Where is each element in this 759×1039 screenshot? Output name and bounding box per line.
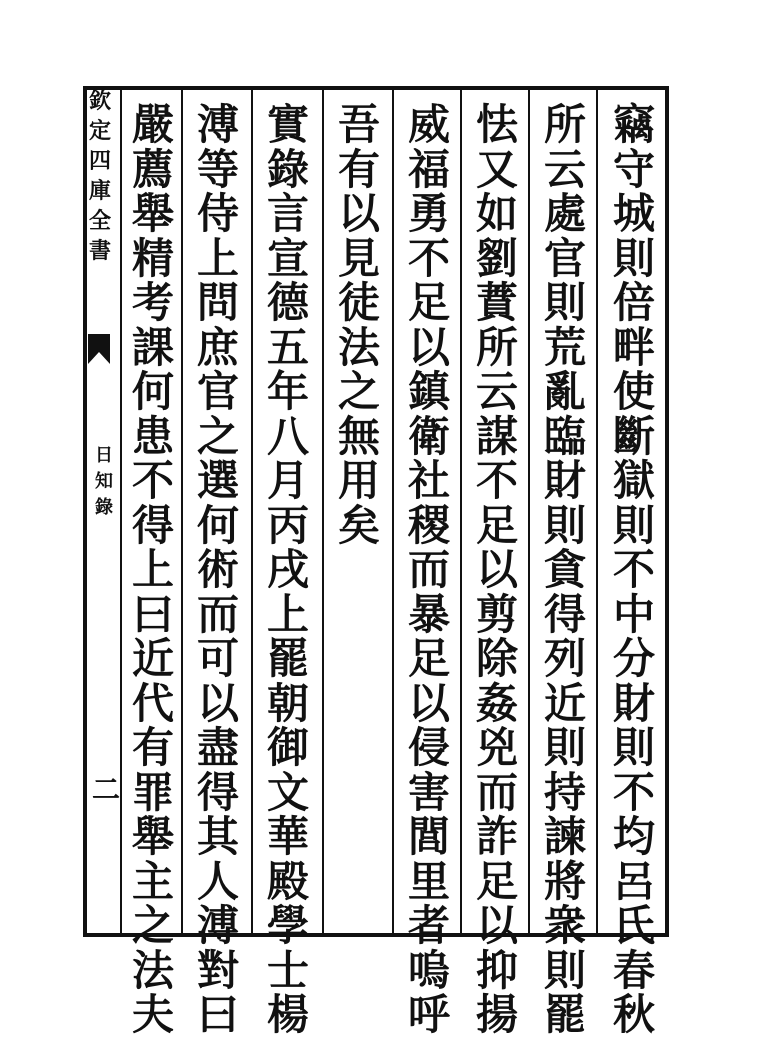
glyph: 如 bbox=[475, 189, 518, 238]
glyph: 舉 bbox=[131, 189, 174, 238]
glyph: 而 bbox=[475, 767, 518, 817]
glyph: 之 bbox=[337, 367, 380, 416]
glyph: 鎮 bbox=[407, 367, 450, 416]
glyph: 言 bbox=[266, 189, 309, 238]
glyph: 兇 bbox=[475, 723, 518, 772]
glyph: 有 bbox=[337, 144, 380, 194]
glyph: 除 bbox=[475, 634, 518, 683]
glyph: 得 bbox=[131, 500, 174, 550]
glyph: 上 bbox=[266, 589, 309, 639]
glyph: 官 bbox=[543, 233, 586, 283]
glyph: 無 bbox=[337, 411, 380, 461]
glyph: 害 bbox=[407, 767, 450, 817]
glyph: 則 bbox=[543, 945, 586, 995]
glyph: 不 bbox=[475, 456, 518, 505]
glyph: 考 bbox=[131, 278, 174, 327]
glyph: 足 bbox=[407, 634, 450, 683]
glyph: 精 bbox=[131, 233, 174, 283]
glyph: 城 bbox=[612, 189, 655, 238]
glyph: 所 bbox=[475, 322, 518, 372]
glyph: 閭 bbox=[407, 812, 450, 861]
glyph: 則 bbox=[612, 500, 655, 550]
glyph: 又 bbox=[475, 144, 518, 194]
glyph: 庫 bbox=[88, 178, 111, 204]
glyph: 舉 bbox=[131, 812, 174, 861]
text-column-5 bbox=[334, 100, 384, 550]
glyph: 士 bbox=[266, 945, 309, 995]
glyph: 則 bbox=[612, 723, 655, 772]
glyph: 以 bbox=[407, 678, 450, 728]
glyph: 五 bbox=[266, 322, 309, 372]
glyph: 罷 bbox=[266, 634, 309, 683]
glyph: 足 bbox=[475, 500, 518, 550]
glyph: 何 bbox=[196, 500, 239, 550]
glyph: 衆 bbox=[543, 901, 586, 950]
glyph: 之 bbox=[196, 411, 239, 461]
column-rule bbox=[528, 86, 530, 937]
glyph: 年 bbox=[266, 367, 309, 416]
text-column-7 bbox=[193, 100, 243, 1039]
glyph: 詐 bbox=[475, 812, 518, 861]
glyph: 對 bbox=[196, 945, 239, 995]
glyph: 曰 bbox=[131, 589, 174, 639]
glyph: 文 bbox=[266, 767, 309, 817]
glyph: 選 bbox=[196, 456, 239, 505]
glyph: 戌 bbox=[266, 545, 309, 594]
glyph: 主 bbox=[131, 856, 174, 906]
glyph: 罷 bbox=[543, 990, 586, 1039]
collection-title bbox=[88, 90, 112, 270]
glyph: 財 bbox=[612, 678, 655, 728]
glyph: 法 bbox=[131, 945, 174, 995]
text-column-8 bbox=[128, 100, 178, 1039]
glyph: 用 bbox=[337, 456, 380, 505]
glyph: 氏 bbox=[612, 901, 655, 950]
glyph: 有 bbox=[131, 723, 174, 772]
glyph: 財 bbox=[543, 456, 586, 505]
glyph: 欽 bbox=[88, 88, 111, 114]
glyph: 上 bbox=[131, 545, 174, 594]
glyph: 蕡 bbox=[475, 278, 518, 327]
glyph: 薦 bbox=[131, 144, 174, 194]
glyph: 怯 bbox=[475, 100, 518, 149]
column-rule bbox=[596, 86, 598, 937]
glyph: 諫 bbox=[543, 812, 586, 861]
glyph: 盡 bbox=[196, 723, 239, 772]
glyph: 勇 bbox=[407, 189, 450, 238]
glyph: 侵 bbox=[407, 723, 450, 772]
glyph: 春 bbox=[612, 945, 655, 995]
glyph: 秋 bbox=[612, 990, 655, 1039]
glyph: 不 bbox=[407, 233, 450, 283]
gutter-rule bbox=[120, 86, 122, 937]
glyph: 定 bbox=[88, 118, 111, 144]
glyph: 得 bbox=[196, 767, 239, 817]
glyph: 四 bbox=[88, 148, 111, 174]
glyph: 衛 bbox=[407, 411, 450, 461]
glyph: 則 bbox=[543, 723, 586, 772]
glyph: 代 bbox=[131, 678, 174, 728]
glyph: 持 bbox=[543, 767, 586, 817]
glyph: 中 bbox=[612, 589, 655, 639]
glyph: 列 bbox=[543, 634, 586, 683]
glyph: 等 bbox=[196, 144, 239, 194]
glyph: 溥 bbox=[196, 901, 239, 950]
glyph: 上 bbox=[196, 233, 239, 283]
glyph: 日 bbox=[95, 445, 113, 466]
glyph: 殿 bbox=[266, 856, 309, 906]
glyph: 錄 bbox=[95, 497, 113, 518]
glyph: 矣 bbox=[337, 500, 380, 550]
glyph: 患 bbox=[131, 411, 174, 461]
column-rule bbox=[392, 86, 394, 937]
glyph: 以 bbox=[475, 901, 518, 950]
glyph: 朝 bbox=[266, 678, 309, 728]
glyph: 何 bbox=[131, 367, 174, 416]
glyph: 不 bbox=[131, 456, 174, 505]
page-number: 二 bbox=[92, 773, 121, 806]
glyph: 楊 bbox=[266, 990, 309, 1039]
glyph: 庶 bbox=[196, 322, 239, 372]
glyph: 之 bbox=[131, 901, 174, 950]
glyph: 德 bbox=[266, 278, 309, 327]
glyph: 近 bbox=[131, 634, 174, 683]
glyph: 竊 bbox=[612, 100, 655, 149]
glyph: 問 bbox=[196, 278, 239, 327]
glyph: 處 bbox=[543, 189, 586, 238]
glyph: 則 bbox=[612, 233, 655, 283]
glyph: 官 bbox=[196, 367, 239, 416]
glyph: 徒 bbox=[337, 278, 380, 327]
glyph: 福 bbox=[407, 144, 450, 194]
glyph: 吾 bbox=[337, 100, 380, 149]
glyph: 分 bbox=[612, 634, 655, 683]
column-rule bbox=[181, 86, 183, 937]
glyph: 謀 bbox=[475, 411, 518, 461]
glyph: 者 bbox=[407, 901, 450, 950]
glyph: 全 bbox=[88, 208, 111, 234]
glyph: 錄 bbox=[266, 144, 309, 194]
glyph: 暴 bbox=[407, 589, 450, 639]
glyph: 以 bbox=[475, 545, 518, 594]
glyph: 將 bbox=[543, 856, 586, 906]
glyph: 御 bbox=[266, 723, 309, 772]
glyph: 八 bbox=[266, 411, 309, 461]
glyph: 罪 bbox=[131, 767, 174, 817]
column-rule bbox=[251, 86, 253, 937]
text-column-2 bbox=[540, 100, 590, 1039]
glyph: 以 bbox=[337, 189, 380, 238]
column-rule bbox=[460, 86, 462, 937]
glyph: 實 bbox=[266, 100, 309, 149]
glyph: 云 bbox=[475, 367, 518, 416]
glyph: 足 bbox=[407, 278, 450, 327]
glyph: 呼 bbox=[407, 990, 450, 1039]
glyph: 嚴 bbox=[131, 100, 174, 149]
glyph: 以 bbox=[196, 678, 239, 728]
glyph: 知 bbox=[95, 471, 113, 492]
glyph: 可 bbox=[196, 634, 239, 683]
glyph: 曰 bbox=[196, 990, 239, 1039]
glyph: 揚 bbox=[475, 990, 518, 1039]
glyph: 宣 bbox=[266, 233, 309, 283]
glyph: 而 bbox=[407, 545, 450, 594]
glyph: 均 bbox=[612, 812, 655, 861]
glyph: 則 bbox=[543, 500, 586, 550]
glyph: 臨 bbox=[543, 411, 586, 461]
glyph: 得 bbox=[543, 589, 586, 639]
glyph: 侍 bbox=[196, 189, 239, 238]
glyph: 里 bbox=[407, 856, 450, 906]
book-title bbox=[92, 447, 116, 525]
glyph: 以 bbox=[407, 322, 450, 372]
glyph: 法 bbox=[337, 322, 380, 372]
glyph: 溥 bbox=[196, 100, 239, 149]
glyph: 獄 bbox=[612, 456, 655, 505]
glyph: 華 bbox=[266, 812, 309, 861]
glyph: 所 bbox=[543, 100, 586, 149]
glyph: 貪 bbox=[543, 545, 586, 594]
text-column-1 bbox=[609, 100, 659, 1039]
glyph: 嗚 bbox=[407, 945, 450, 995]
glyph: 亂 bbox=[543, 367, 586, 416]
text-column-6 bbox=[263, 100, 313, 1039]
glyph: 倍 bbox=[612, 278, 655, 327]
glyph: 近 bbox=[543, 678, 586, 728]
glyph: 丙 bbox=[266, 500, 309, 550]
text-column-4 bbox=[404, 100, 454, 1039]
glyph: 使 bbox=[612, 367, 655, 416]
glyph: 術 bbox=[196, 545, 239, 594]
glyph: 社 bbox=[407, 456, 450, 505]
glyph: 不 bbox=[612, 545, 655, 594]
glyph: 云 bbox=[543, 144, 586, 194]
glyph: 抑 bbox=[475, 945, 518, 995]
glyph: 而 bbox=[196, 589, 239, 639]
glyph: 劉 bbox=[475, 233, 518, 283]
glyph: 其 bbox=[196, 812, 239, 861]
glyph: 學 bbox=[266, 901, 309, 950]
glyph: 課 bbox=[131, 322, 174, 372]
glyph: 見 bbox=[337, 233, 380, 283]
glyph: 姦 bbox=[475, 678, 518, 728]
glyph: 月 bbox=[266, 456, 309, 505]
glyph: 稷 bbox=[407, 500, 450, 550]
glyph: 畔 bbox=[612, 322, 655, 372]
glyph: 人 bbox=[196, 856, 239, 906]
glyph: 足 bbox=[475, 856, 518, 906]
glyph: 威 bbox=[407, 100, 450, 149]
glyph: 斷 bbox=[612, 411, 655, 461]
glyph: 荒 bbox=[543, 322, 586, 372]
glyph: 夫 bbox=[131, 990, 174, 1039]
column-rule bbox=[322, 86, 324, 937]
glyph: 則 bbox=[543, 278, 586, 327]
glyph: 剪 bbox=[475, 589, 518, 639]
glyph: 不 bbox=[612, 767, 655, 817]
glyph: 守 bbox=[612, 144, 655, 194]
text-column-3 bbox=[472, 100, 522, 1039]
glyph: 書 bbox=[88, 238, 111, 264]
glyph: 呂 bbox=[612, 856, 655, 906]
